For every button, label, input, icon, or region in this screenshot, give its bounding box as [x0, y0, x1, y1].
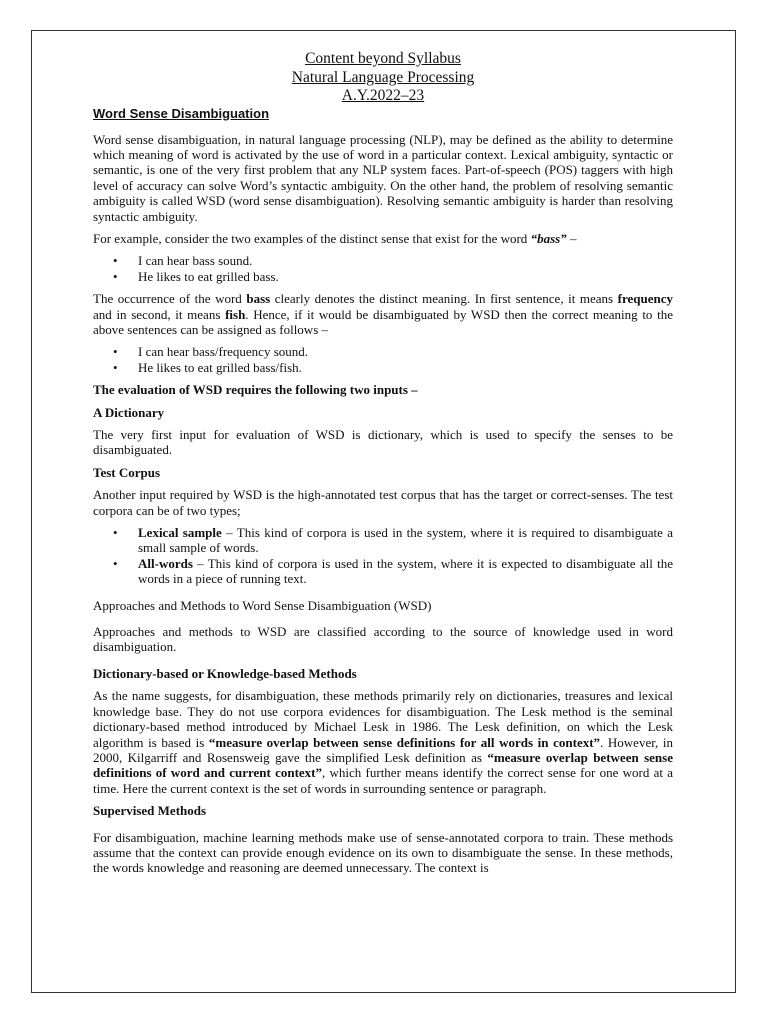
occurrence-paragraph: The occurrence of the word bass clearly denotes the distinct meaning. In first sentence, it means frequency and in second, it means fish. Hence, if it would be disambiguated by WSD then the correct meaning to the above sentences can be assigned as follows –: [93, 291, 673, 337]
list-item: • He likes to eat grilled bass/fish.: [113, 359, 302, 375]
header-line-1: Content beyond Syllabus: [305, 50, 461, 67]
bullet-icon: •: [113, 555, 118, 571]
list-item: • He likes to eat grilled bass.: [113, 268, 279, 284]
list-item: • I can hear bass/frequency sound.: [113, 344, 309, 360]
bullet-icon: •: [113, 253, 118, 269]
example-intro: For example, consider the two examples of the distinct sense that exist for the word “bass” –: [93, 230, 577, 246]
bullet-icon: •: [113, 268, 118, 284]
header-line-2: Natural Language Processing: [291, 68, 475, 86]
dictionary-heading: A Dictionary: [93, 404, 165, 420]
header-line-3: A.Y.2022–23: [341, 87, 425, 104]
list-item: • Lexical sample – This kind of corpora is used in the system, where it is required to disambiguate a small sample of words.: [113, 525, 673, 556]
supervised-paragraph: For disambiguation, machine learning methods make use of sense-annotated corpora to train. These methods assume that the context can provide enough evidence on its own to disambiguate the sense. In these methods, the words knowledge and reasoning are deemed unnecessary. The context is: [93, 829, 673, 876]
document-header: [93, 50, 673, 106]
list-item: • I can hear bass sound.: [113, 253, 253, 269]
evaluation-heading: The evaluation of WSD requires the following two inputs –: [93, 382, 418, 398]
approaches-heading: Approaches and Methods to Word Sense Disambiguation (WSD): [93, 597, 432, 613]
approaches-paragraph: Approaches and methods to WSD are classified according to the source of knowledge used in word disambiguation.: [93, 624, 673, 655]
list-item: • All-words – This kind of corpora is used in the system, where it is expected to disambiguate all the words in a piece of running text.: [113, 555, 673, 587]
corpus-paragraph: Another input required by WSD is the high-annotated test corpus that has the target or correct-senses. The test corpora can be of two types;: [93, 487, 673, 518]
supervised-heading: Supervised Methods: [93, 803, 207, 819]
section-title: Word Sense Disambiguation: [93, 105, 270, 121]
bullet-icon: •: [113, 359, 118, 375]
bullet-icon: •: [113, 344, 118, 360]
examples-list-2: [93, 344, 673, 375]
bullet-icon: •: [113, 525, 118, 541]
corpus-types-list: [93, 525, 673, 587]
document-body: [93, 50, 673, 883]
dict-methods-paragraph: As the name suggests, for disambiguation, these methods primarily rely on dictionaries, treasures and lexical knowledge base. They do not use corpora evidences for disambiguation. The Lesk method is the seminal dictionary-based method introduced by Michael Lesk in 1986. The Lesk definition, on which the Lesk algorithm is based is “measure overlap between sense definitions for all words in context”. However, in 2000, Kilgarriff and Rosensweig gave the simplified Lesk definition as “measure overlap between sense definitions of word and current context”, which further means identify the correct sense for one word at a time. Here the current context is the set of words in surrounding sentence or paragraph.: [93, 688, 673, 796]
dictionary-paragraph: The very first input for evaluation of WSD is dictionary, which is used to specify the senses to be disambiguated.: [93, 427, 673, 458]
intro-paragraph: Word sense disambiguation, in natural language processing (NLP), may be defined as the ability to determine which meaning of word is activated by the use of word in a particular context. Lexical ambiguity, syntactic or semantic, is one of the very first problem that any NLP system faces. Part-of-speech (POS) taggers with high level of accuracy can solve Word’s syntactic ambiguity. On the other hand, the problem of resolving semantic ambiguity is called WSD (word sense disambiguation). Resolving semantic ambiguity is harder than resolving syntactic ambiguity.: [93, 131, 673, 224]
corpus-heading: Test Corpus: [93, 464, 161, 480]
dict-methods-heading: Dictionary-based or Knowledge-based Methods: [93, 665, 357, 681]
examples-list-1: [93, 253, 673, 284]
